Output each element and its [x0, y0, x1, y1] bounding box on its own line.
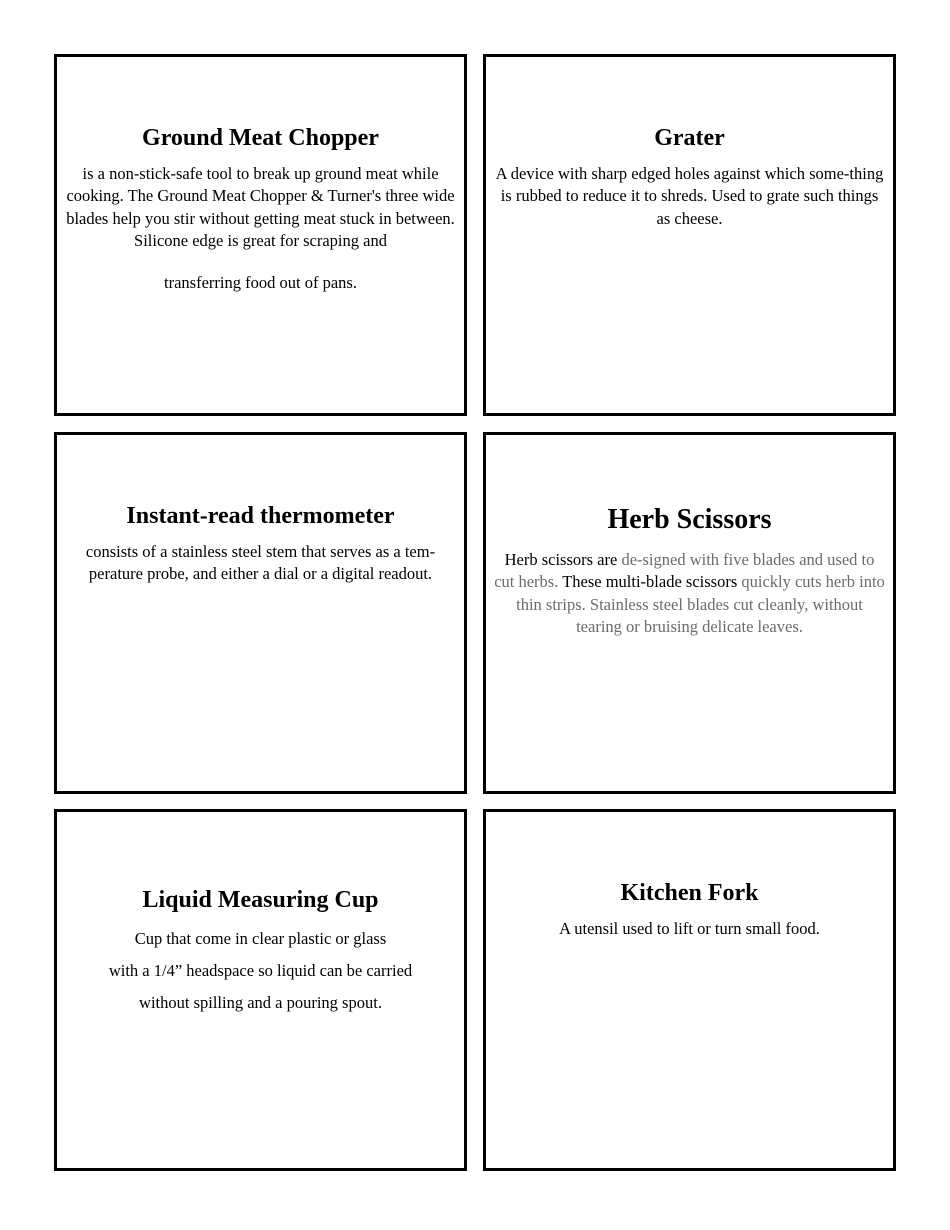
description-line: with a 1/4” headspace so liquid can be carried: [108, 960, 413, 980]
description-line: Cup that come in clear plastic or glass: [134, 928, 387, 948]
description-line: without spilling and a pouring spout.: [139, 992, 382, 1012]
card-description: A device with sharp edged holes against which some-thing is rubbed to reduce it to shreds. Used to grate such things as cheese.: [495, 163, 884, 228]
description-segment-muted: quickly cuts herb into thin strips. Stainless steel blades cut cleanly, without tearing or bruising delicate leaves.: [516, 572, 885, 637]
card-description: consists of a stainless steel stem that serves as a tem-perature probe, and either a dial or a digital readout.: [85, 541, 436, 584]
card-herb-scissors: [483, 432, 896, 794]
card-title: Instant-read thermometer: [126, 503, 395, 529]
card-title: Liquid Measuring Cup: [142, 887, 379, 913]
card-ground-meat-chopper: [54, 54, 467, 416]
card-title: Grater: [654, 125, 725, 151]
card-instant-read-thermometer: [54, 432, 467, 794]
card-title: Ground Meat Chopper: [142, 125, 379, 151]
card-kitchen-fork: [483, 809, 896, 1171]
card-title: Herb Scissors: [607, 504, 772, 535]
card-title: Kitchen Fork: [620, 880, 759, 906]
card-description: A utensil used to lift or turn small food.: [559, 918, 820, 938]
description-segment: These multi-blade scissors: [562, 572, 738, 592]
description-segment-muted: de-signed with five blades and used to cut herbs.: [494, 549, 875, 592]
card-grater: [483, 54, 896, 416]
card-description: is a non-stick-safe tool to break up ground meat while cooking. The Ground Meat Chopper & Turner's three wide blades help you stir without getting meat stuck in between. Silicone edge is great for scraping and: [66, 163, 455, 251]
card-description: [57, 915, 464, 1019]
card-description-continued: transferring food out of pans.: [164, 272, 357, 292]
description-segment: Herb scissors are: [504, 549, 622, 569]
card-description: [486, 537, 893, 639]
card-liquid-measuring-cup: [54, 809, 467, 1171]
